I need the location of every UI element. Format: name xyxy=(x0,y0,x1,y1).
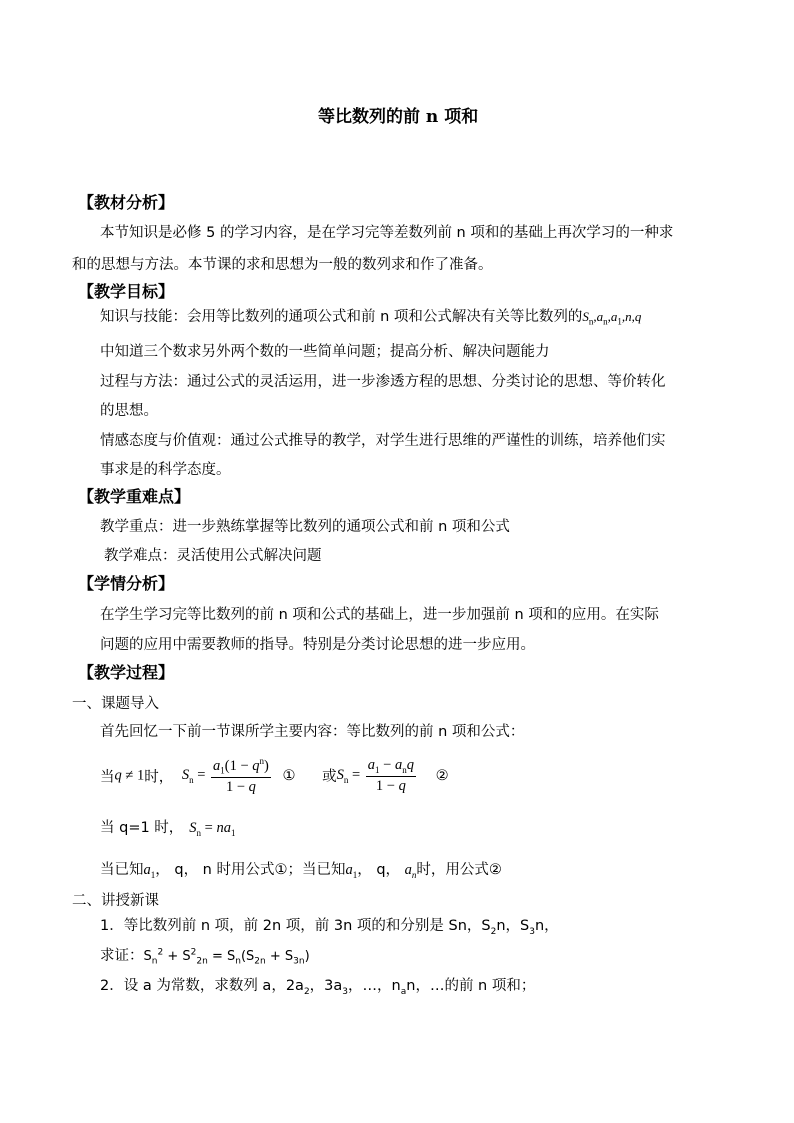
page-title: 等比数列的前 n 项和 xyxy=(318,107,479,127)
prove-line xyxy=(100,944,310,967)
prove-label: 求证： xyxy=(100,948,144,964)
heading-key-difficult: 【教学重难点】 xyxy=(78,487,191,506)
paragraph-line: 问题的应用中需要教师的指导。特别是分类讨论思想的进一步应用。 xyxy=(100,637,535,653)
sum-formula-line xyxy=(100,756,449,796)
difficult-point-line: 教学难点：灵活使用公式解决问题 xyxy=(104,548,322,564)
formula-cond-text: 时， xyxy=(144,769,174,786)
formula-circle-two: ② xyxy=(435,767,449,784)
item-one-sub-2: 2 xyxy=(490,926,497,937)
goals-knowledge-text: 知识与技能：会用等比数列的通项公式和前 n 项和公式解决有关等比数列的 xyxy=(100,309,583,325)
known-values-line xyxy=(100,858,502,880)
formula-condition: q ≠ 1 xyxy=(114,767,145,784)
formula-one: $S_n$ = $\frac{a_1(1 - q^n)}{1 - q}$ xyxy=(181,756,269,795)
heading-teaching-process: 【教学过程】 xyxy=(78,663,175,682)
goals-variables-formula: $S_n,a_n,a_1,n,q$ xyxy=(582,309,642,327)
item-two-text-d: n，…的前 n 项和； xyxy=(406,978,536,994)
goals-knowledge-line xyxy=(100,305,641,327)
known-an: $a_n$ xyxy=(404,862,417,880)
paragraph-line: 本节知识是必修 5 的学习内容，是在学习完等差数列前 n 项和的基础上再次学习的一种求 xyxy=(100,225,674,241)
part-one-heading: 一、课题导入 xyxy=(72,696,159,712)
intro-line: 首先回忆一下前一节课所学主要内容：等比数列的前 n 项和公式： xyxy=(100,724,525,740)
heading-teaching-goals: 【教学目标】 xyxy=(78,282,175,301)
heading-student-analysis: 【学情分析】 xyxy=(78,574,175,593)
item-two-line xyxy=(100,974,535,997)
item-two-sub-n: a xyxy=(400,986,407,997)
item-two-text-a: 2．设 a 为常数，求数列 a，2a xyxy=(100,978,304,994)
known-p4: 时，用公式② xyxy=(416,862,502,878)
paragraph-line: 在学生学习完等比数列的前 n 项和公式的基础上，进一步加强前 n 项和的应用。在实际 xyxy=(100,607,659,623)
paragraph-line: 情感态度与价值观：通过公式推导的教学，对学生进行思维的严谨性的训练，培养他们实 xyxy=(100,433,666,449)
paragraph-line: 过程与方法：通过公式的灵活运用，进一步渗透方程的思想、分类讨论的思想、等价转化 xyxy=(100,374,666,390)
known-a1-b: $a_1$ xyxy=(345,862,358,880)
part-two-heading: 二、讲授新课 xyxy=(72,893,159,909)
item-one-text-c: n， xyxy=(534,918,559,934)
formula-two: $S_n$ = $\frac{a_1 - a_nq}{1 - q}$ xyxy=(336,756,414,794)
item-one-text: 1．等比数列前 n 项，前 2n 项，前 3n 项的和分别是 Sn，S xyxy=(100,918,491,934)
known-a1: $a_1$ xyxy=(143,862,156,880)
item-one-sub-3: 3 xyxy=(529,926,535,937)
q-equals-one-text: 当 q=1 时， xyxy=(100,820,184,836)
formula-circle-one: ① xyxy=(282,767,296,784)
heading-textbook-analysis: 【教材分析】 xyxy=(78,193,175,212)
formula-or: 或 xyxy=(322,769,337,786)
q-equals-one-formula: $S_n = na_1$ xyxy=(189,820,236,838)
paragraph-line: 中知道三个数求另外两个数的一些简单问题；提高分析、解决问题能力 xyxy=(100,344,550,360)
q-equals-one-line xyxy=(100,816,235,838)
prove-formula: $S_n^2 + S^2_{2n} = S_n(S_{2n} + S_{3n})$ xyxy=(143,947,310,967)
paragraph-line: 和的思想与方法。本节课的求和思想为一般的数列求和作了准备。 xyxy=(72,257,493,273)
formula-when: 当 xyxy=(100,769,115,786)
item-two-sub-3: 3 xyxy=(342,986,349,997)
known-p1: 当已知 xyxy=(100,862,144,878)
paragraph-line: 事求是的科学态度。 xyxy=(100,462,231,478)
item-one-line xyxy=(100,914,559,937)
item-one-text-b: n，S xyxy=(496,918,530,934)
paragraph-line: 的思想。 xyxy=(100,403,158,419)
known-p3: ， q， xyxy=(357,862,405,878)
known-p2: ， q， n 时用公式①；当已知 xyxy=(155,862,346,878)
item-two-sub-2: 2 xyxy=(303,986,310,997)
item-two-text-b: ，3a xyxy=(309,978,343,994)
key-point-line: 教学重点：进一步熟练掌握等比数列的通项公式和前 n 项和公式 xyxy=(100,519,510,535)
item-two-text-c: ，…，n xyxy=(348,978,401,994)
